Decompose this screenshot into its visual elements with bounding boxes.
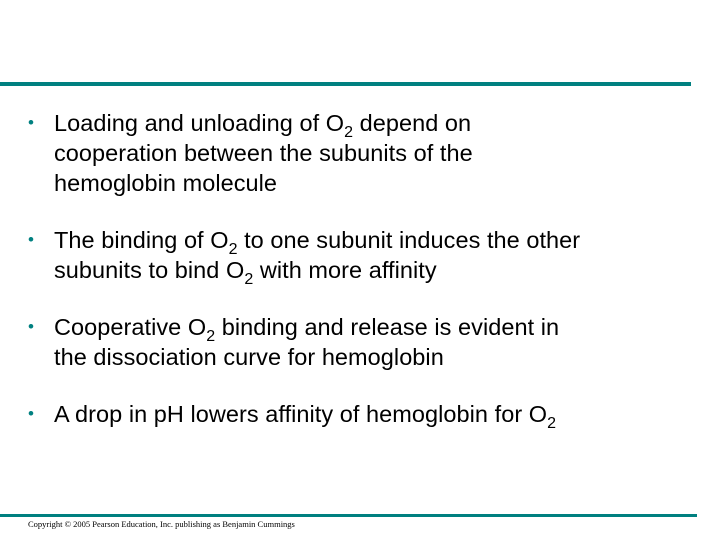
- bullet-item-binding: [28, 225, 708, 288]
- bullet-item-ph: [28, 399, 708, 432]
- copyright-notice: Copyright © 2005 Pearson Education, Inc. publishing as Benjamin Cummings: [28, 519, 295, 529]
- subscript: 2: [244, 271, 254, 288]
- bottom-divider: [0, 514, 697, 517]
- bullet-dot-icon: •: [28, 230, 35, 249]
- bullet-text: Loading and unloading of O: [54, 110, 345, 136]
- bullet-line-1: [54, 225, 708, 258]
- bullet-line-2: [54, 255, 708, 288]
- bullet-line-1: [54, 399, 708, 432]
- bullet-item-loading-unloading: [28, 108, 708, 198]
- bullet-line-2: cooperation between the subunits of the: [54, 140, 473, 166]
- bullet-line-1: [54, 312, 708, 345]
- bullet-text: The binding of O: [54, 227, 229, 253]
- bullet-text: binding and release is evident in: [215, 314, 560, 340]
- bullet-line-2: the dissociation curve for hemoglobin: [54, 344, 444, 370]
- bullet-text: with more affinity: [253, 257, 437, 283]
- subscript: 2: [547, 415, 557, 432]
- bullet-list: [28, 108, 708, 432]
- bullet-dot-icon: •: [28, 404, 35, 423]
- bullet-text: A drop in pH lowers affinity of hemoglobin for O: [54, 401, 548, 427]
- bullet-dot-icon: •: [28, 113, 35, 132]
- top-divider: [0, 82, 691, 86]
- subscript: 2: [344, 124, 354, 141]
- bullet-item-cooperative: [28, 312, 708, 372]
- bullet-dot-icon: •: [28, 317, 35, 336]
- bullet-line-3: hemoglobin molecule: [54, 170, 278, 196]
- bullet-text: Cooperative O: [54, 314, 207, 340]
- subscript: 2: [206, 328, 216, 345]
- bullet-text: depend on: [353, 110, 472, 136]
- bullet-text: to one subunit induces the other: [237, 227, 581, 253]
- bullet-line-1: [54, 108, 708, 141]
- subscript: 2: [228, 241, 238, 258]
- bullet-text: subunits to bind O: [54, 257, 245, 283]
